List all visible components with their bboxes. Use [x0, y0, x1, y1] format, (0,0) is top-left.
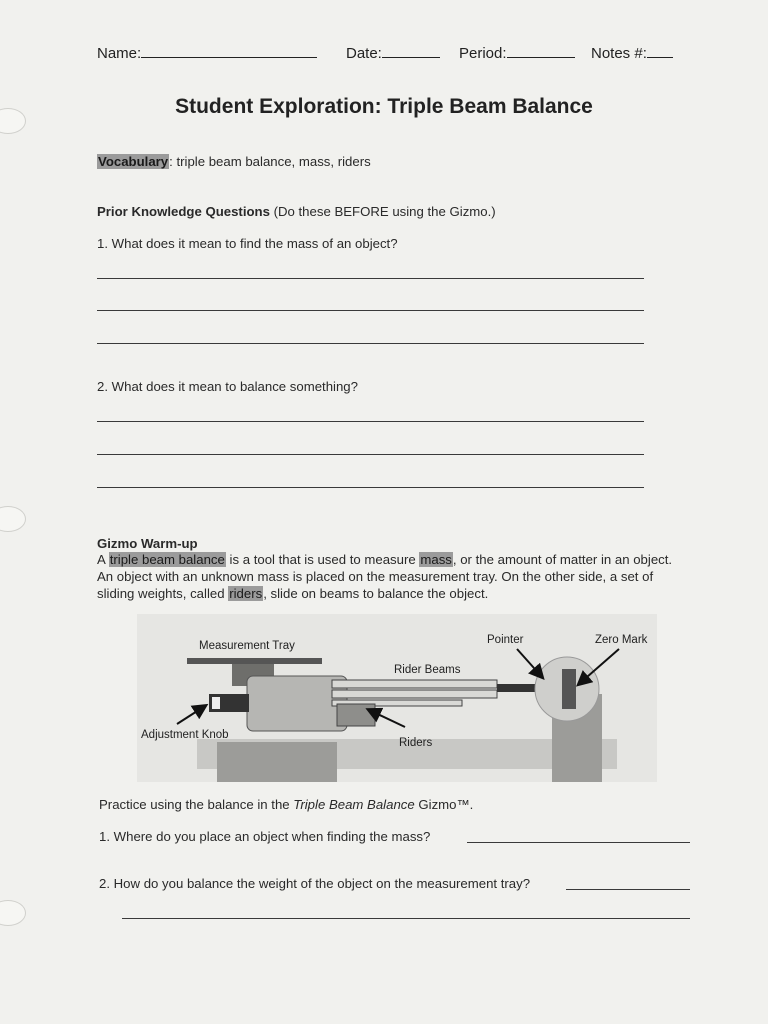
label-adjustment-knob: Adjustment Knob [141, 729, 229, 741]
vocabulary-label: Vocabulary [98, 154, 169, 169]
prior-knowledge-note: (Do these BEFORE using the Gizmo.) [269, 204, 496, 219]
prior-knowledge-heading-line [97, 204, 496, 219]
warmup-heading: Gizmo Warm-up [97, 536, 198, 551]
question-2: 2. What does it mean to balance something? [97, 379, 358, 394]
question-1: 1. What does it mean to find the mass of an object? [97, 236, 398, 251]
label-measurement-tray: Measurement Tray [199, 640, 295, 652]
measurement-tray [187, 658, 322, 664]
period-blank[interactable] [507, 44, 575, 58]
label-zero-mark: Zero Mark [595, 634, 648, 646]
warmup-text: A [97, 552, 109, 567]
rider [337, 704, 375, 726]
zero-mark [562, 669, 576, 709]
name-field [97, 44, 317, 62]
vocabulary-line [97, 154, 371, 169]
practice-intro [99, 797, 473, 812]
practice-question-1: 1. Where do you place an object when finding the mass? [99, 829, 431, 844]
name-blank[interactable] [141, 44, 317, 58]
warmup-text: , slide on beams to balance the object. [263, 586, 489, 601]
date-label: Date: [346, 45, 382, 62]
binder-hole [0, 506, 26, 532]
answer-line[interactable] [566, 889, 690, 890]
vocabulary-terms: : triple beam balance, mass, riders [169, 154, 371, 169]
answer-line[interactable] [97, 343, 644, 344]
knob-highlight [212, 697, 220, 709]
rider-beam [332, 690, 497, 698]
term-riders: riders [229, 586, 263, 601]
rider-beam [332, 680, 497, 688]
warmup-paragraph [97, 551, 677, 602]
answer-line[interactable] [467, 842, 690, 843]
period-label: Period: [459, 45, 507, 62]
term-triple-beam-balance: triple beam balance [109, 552, 225, 567]
term-mass: mass [420, 552, 452, 567]
notes-label: Notes #: [591, 45, 647, 62]
notes-field [591, 44, 673, 62]
label-pointer: Pointer [487, 634, 524, 646]
triple-beam-balance-diagram [137, 614, 657, 782]
answer-line[interactable] [97, 487, 644, 488]
page-title: Student Exploration: Triple Beam Balance [175, 95, 593, 118]
answer-line[interactable] [122, 918, 690, 919]
date-field [346, 44, 440, 62]
left-pillar [217, 742, 337, 782]
practice-intro-text: Gizmo™. [414, 797, 474, 812]
binder-hole [0, 900, 26, 926]
answer-line[interactable] [97, 310, 644, 311]
answer-line[interactable] [97, 421, 644, 422]
date-blank[interactable] [382, 44, 440, 58]
notes-blank[interactable] [647, 44, 673, 58]
warmup-text: , or the amount of matter in an object. An object with an unknown mass is placed on the measurement tray. On the other side, a set of sliding weights, called [97, 552, 673, 601]
prior-knowledge-heading: Prior Knowledge Questions [97, 204, 270, 219]
gizmo-name: Triple Beam Balance [293, 797, 415, 812]
label-riders: Riders [399, 737, 433, 749]
warmup-text: is a tool that is used to measure [225, 552, 420, 567]
answer-line[interactable] [97, 454, 644, 455]
practice-intro-text: Practice using the balance in the [99, 797, 294, 812]
name-label: Name: [97, 45, 142, 62]
label-rider-beams: Rider Beams [394, 664, 461, 676]
period-field [459, 44, 575, 62]
practice-question-2: 2. How do you balance the weight of the object on the measurement tray? [99, 876, 531, 891]
answer-line[interactable] [97, 278, 644, 279]
